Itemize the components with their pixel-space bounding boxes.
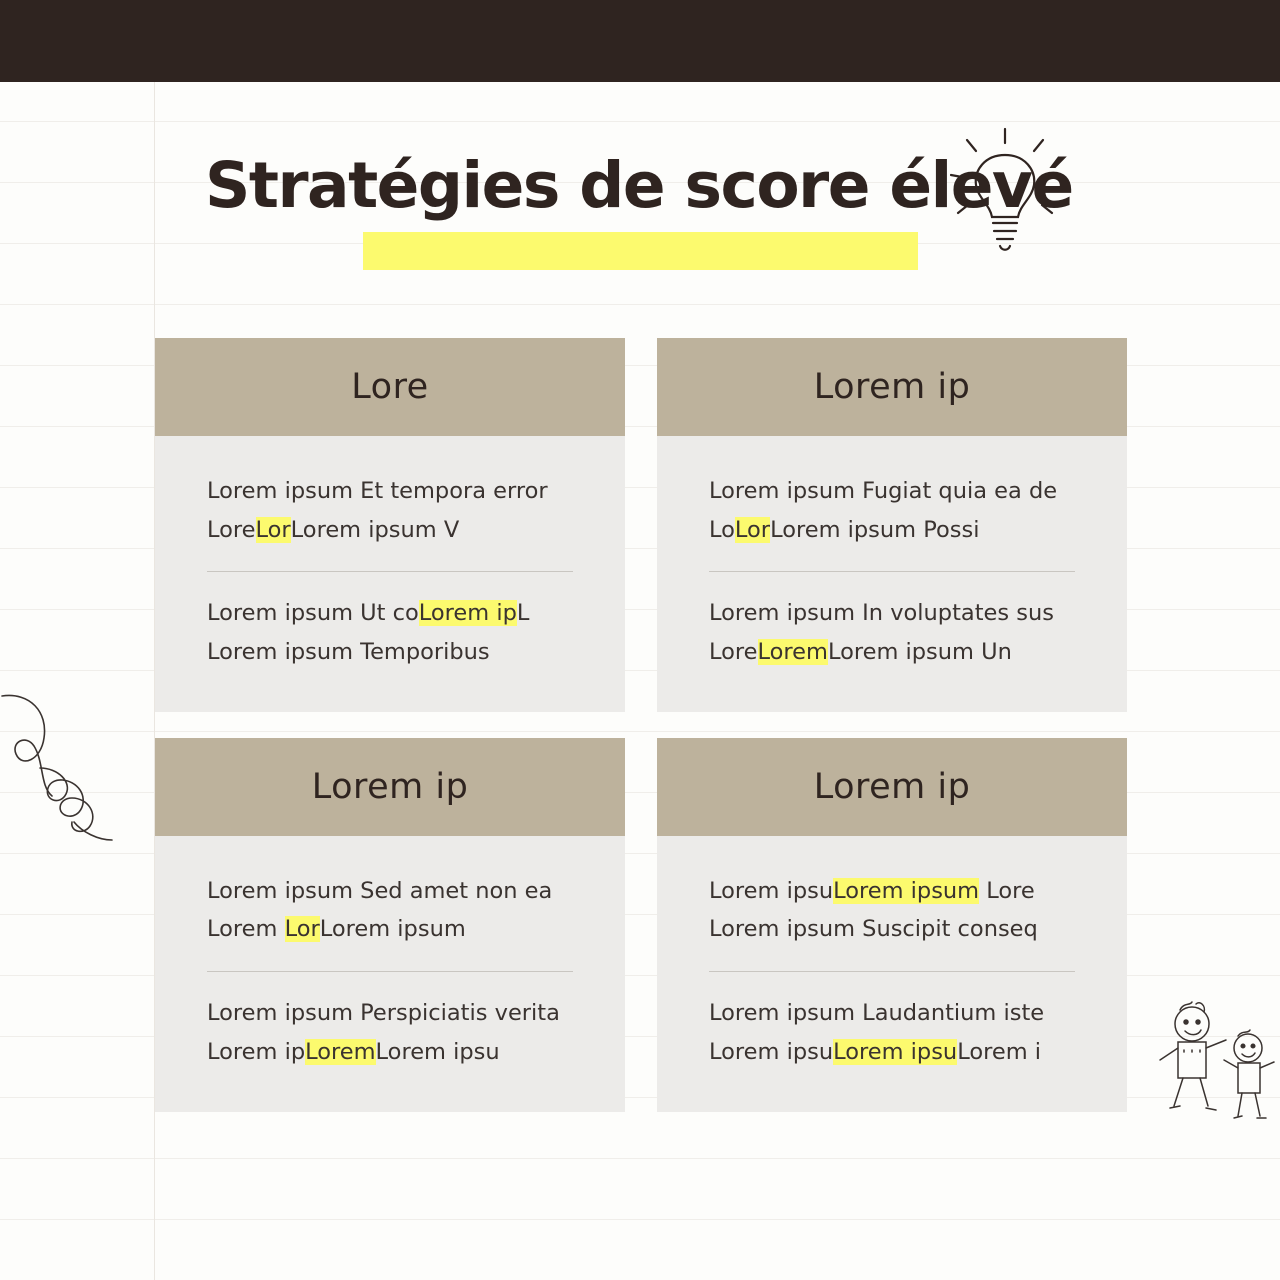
title-highlight-marker [363, 232, 918, 270]
card-3-title: Lorem ip [311, 766, 469, 807]
highlighted-text: Lorem ip [418, 600, 517, 627]
card-1-header [155, 338, 625, 436]
highlighted-text: Lor [734, 516, 771, 543]
highlighted-text: Lorem [757, 639, 828, 666]
card-3-body [155, 836, 625, 1112]
card-1-entry-2 [207, 594, 573, 671]
plain-text: Lorem ipsum Perspiciatis verita Lorem ip [207, 1000, 560, 1065]
stick-figures-doodle [1150, 1000, 1280, 1130]
plain-text: Lorem ipsum Fugiat quia ea de Lo [709, 478, 1058, 543]
page-title: Stratégies de score élevé [205, 149, 1073, 222]
highlighted-text: Lorem ipsu [833, 1038, 958, 1065]
card-4 [657, 738, 1127, 1112]
card-3-entry-1 [207, 872, 573, 949]
plain-text: Lorem ipsu [709, 877, 834, 904]
plain-text: Lorem ipsum Et tempora error Lore [207, 478, 548, 543]
highlighted-text: Lorem [305, 1038, 376, 1065]
scribble-doodle [0, 690, 150, 880]
card-1-divider [207, 571, 573, 572]
plain-text: Lorem i [957, 1038, 1042, 1065]
highlighted-text: Lor [255, 516, 291, 543]
card-3-header [155, 738, 625, 836]
cards-grid [155, 338, 1127, 1112]
plain-text: Lorem ipsum In voluptates sus Lore [709, 600, 1054, 666]
card-4-body [657, 836, 1127, 1112]
plain-text: Lorem ipsum V [290, 516, 460, 543]
card-2-divider [709, 571, 1075, 572]
plain-text: Lorem ipsum [319, 916, 466, 943]
card-1-entry-1 [207, 472, 573, 549]
card-1-title: Lore [351, 367, 429, 407]
card-4-header [657, 738, 1127, 836]
card-1 [155, 338, 625, 712]
highlighted-text: Lor [284, 916, 320, 943]
plain-text: Lorem ipsum Laudantium iste Lorem ipsu [709, 1000, 1045, 1065]
card-3 [155, 738, 625, 1112]
card-3-entry-2 [207, 994, 573, 1071]
plain-text: L Lorem ipsum Temporibus [207, 600, 530, 666]
card-3-divider [207, 971, 573, 972]
plain-text: Lorem ipsum Sed amet non ea Lorem [207, 877, 553, 943]
plain-text: Lorem ipsum Un [827, 639, 1012, 666]
card-4-entry-2 [709, 994, 1075, 1071]
card-4-title: Lorem ip [813, 766, 971, 807]
card-1-body [155, 436, 625, 712]
card-4-divider [709, 971, 1075, 972]
plain-text: Lorem ipsum Possi [770, 516, 980, 543]
card-2-title: Lorem ip [813, 367, 971, 407]
highlighted-text: Lorem ipsum [833, 877, 980, 904]
card-4-entry-1 [709, 872, 1075, 949]
card-2 [657, 338, 1127, 712]
card-2-entry-1 [709, 472, 1075, 549]
plain-text: Lore Lorem ipsum Suscipit conseq [709, 877, 1038, 943]
card-2-body [657, 436, 1127, 712]
card-2-header [657, 338, 1127, 436]
plain-text: Lorem ipsu [375, 1038, 500, 1065]
top-bar [0, 0, 1280, 82]
card-2-entry-2 [709, 594, 1075, 671]
lightbulb-icon [950, 125, 1060, 270]
plain-text: Lorem ipsum Ut co [207, 600, 419, 627]
